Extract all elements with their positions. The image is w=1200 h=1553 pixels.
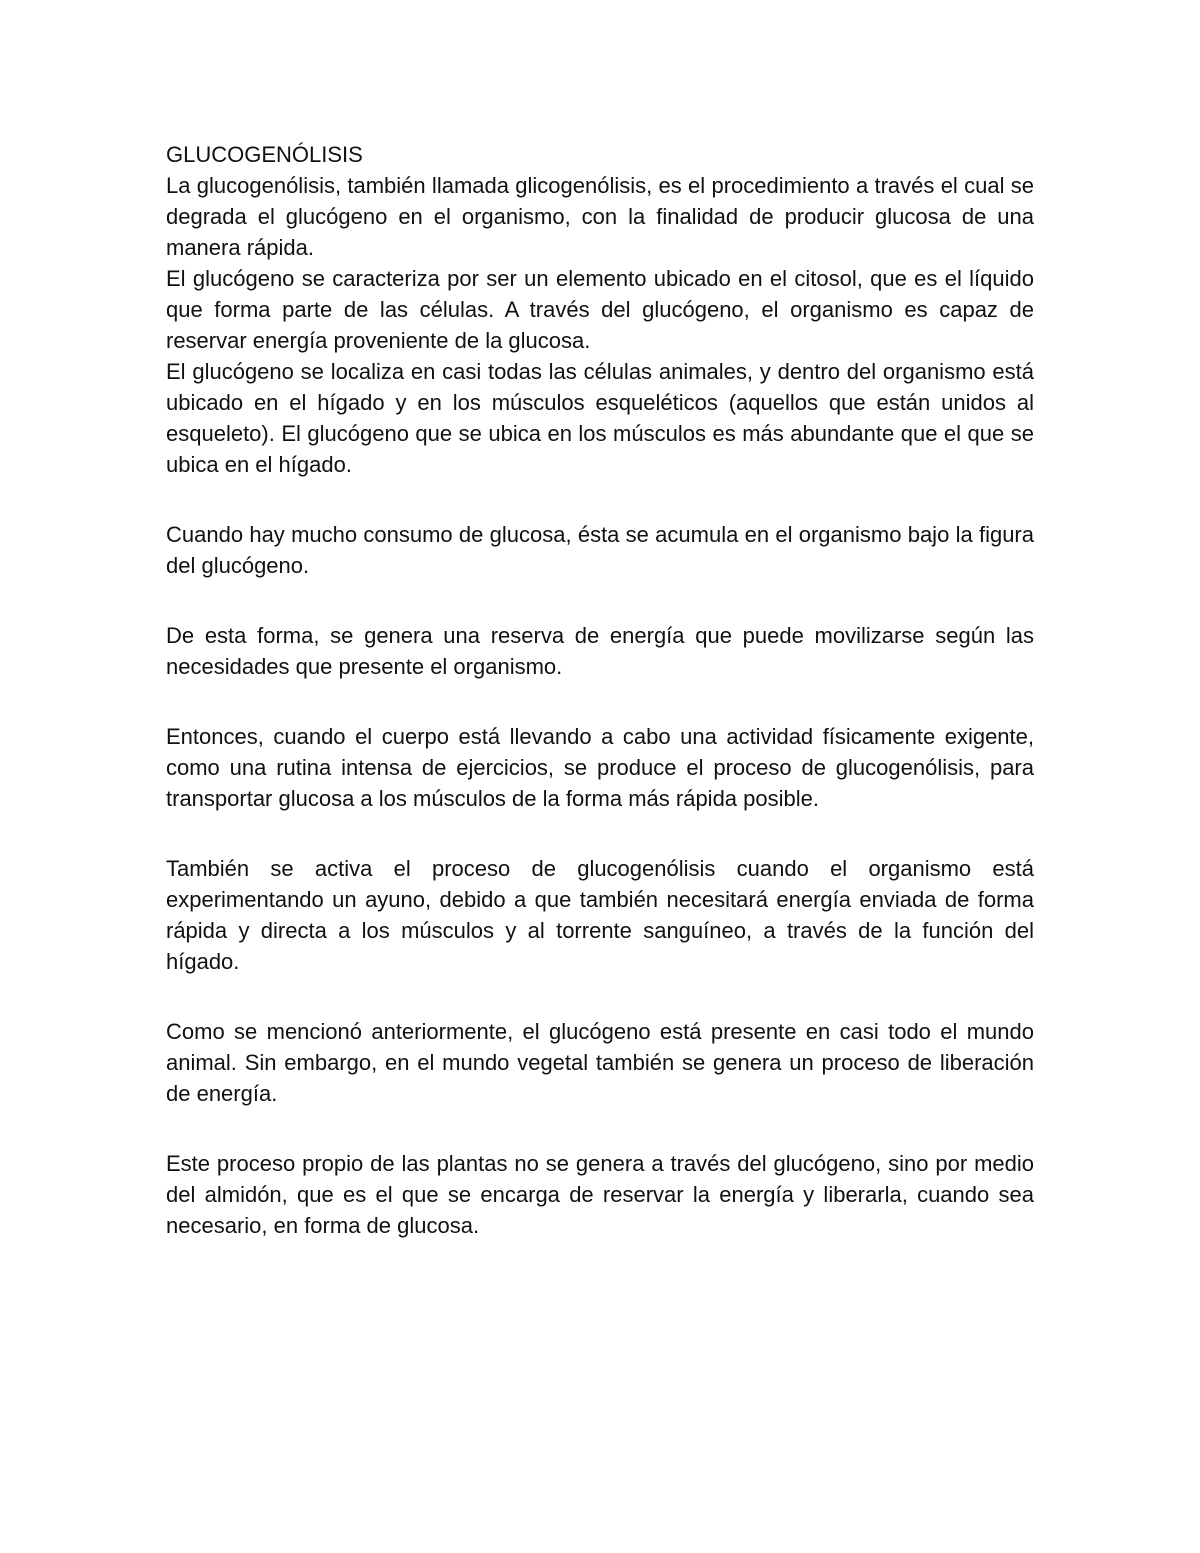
paragraph-7: También se activa el proceso de glucogenólisis cuando el organismo está experimentando un ayuno, debido a que también necesitará energía enviada de forma rápida y directa a los músculos y al torrente sanguíneo, a través de la función del hígado. — [166, 856, 1034, 974]
document-title: GLUCOGENÓLISIS — [166, 142, 363, 167]
paragraph-2: El glucógeno se caracteriza por ser un elemento ubicado en el citosol, que es el líquido que forma parte de las células. A través del glucógeno, el organismo es capaz de reservar energía proveniente de la glucosa. — [166, 266, 1034, 353]
paragraph-1: La glucogenólisis, también llamada glicogenólisis, es el procedimiento a través el cual se degrada el glucógeno en el organismo, con la finalidad de producir glucosa de una manera rápida. — [166, 173, 1034, 260]
paragraph-5: De esta forma, se genera una reserva de energía que puede movilizarse según las necesidades que presente el organismo. — [166, 623, 1034, 679]
document-body — [166, 139, 1034, 1241]
paragraph-6: Entonces, cuando el cuerpo está llevando a cabo una actividad físicamente exigente, como una rutina intensa de ejercicios, se produce el proceso de glucogenólisis, para transportar glucosa a los músculos de la forma más rápida posible. — [166, 724, 1034, 811]
paragraph-9: Este proceso propio de las plantas no se genera a través del glucógeno, sino por medio del almidón, que es el que se encarga de reservar la energía y liberarla, cuando sea necesario, en forma de glucosa. — [166, 1151, 1034, 1238]
paragraph-4: Cuando hay mucho consumo de glucosa, ésta se acumula en el organismo bajo la figura del glucógeno. — [166, 522, 1034, 578]
paragraph-8: Como se mencionó anteriormente, el glucógeno está presente en casi todo el mundo animal. Sin embargo, en el mundo vegetal también se genera un proceso de liberación de energía. — [166, 1019, 1034, 1106]
paragraph-3: El glucógeno se localiza en casi todas las células animales, y dentro del organismo está ubicado en el hígado y en los músculos esqueléticos (aquellos que están unidos al esqueleto). El glucógeno que se ubica en los músculos es más abundante que el que se ubica en el hígado. — [166, 359, 1034, 477]
